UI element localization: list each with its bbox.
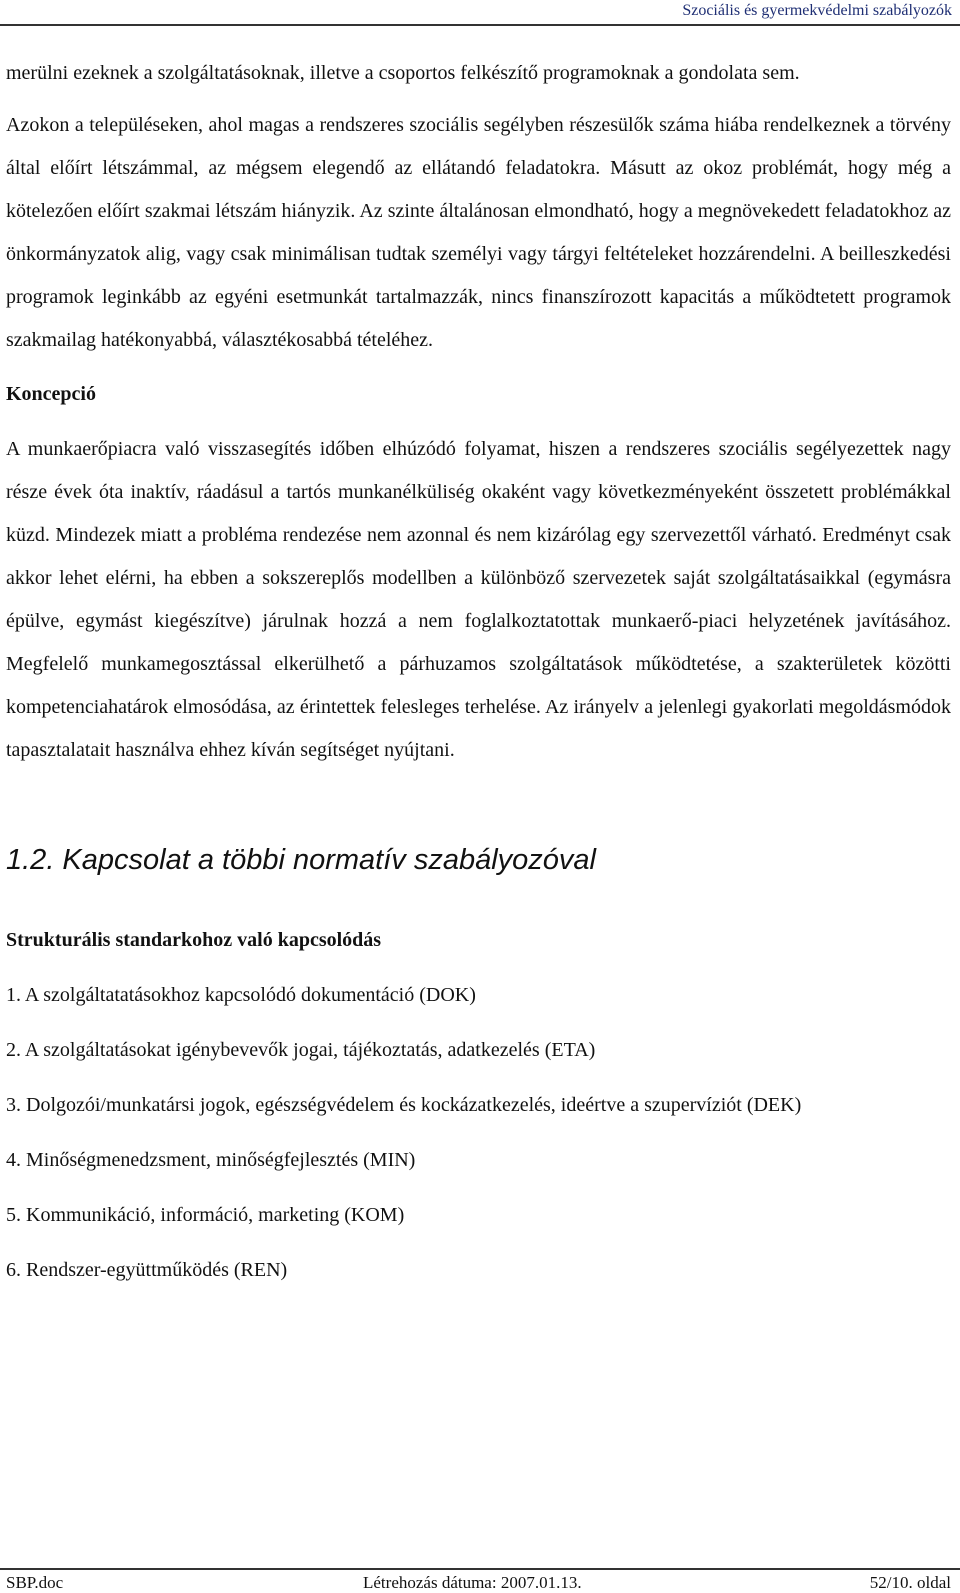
list-item: 2. A szolgáltatásokat igénybevevők jogai, tájékoztatás, adatkezelés (ETA) [6,1039,596,1061]
paragraph-intro: merülni ezeknek a szolgáltatásoknak, illetve a csoportos felkészítő programoknak a gondolata sem. [6,62,800,84]
list-item: 5. Kommunikáció, információ, marketing (KOM) [6,1204,405,1226]
page-footer [6,1572,951,1593]
list-item: 3. Dolgozói/munkatársi jogok, egészségvédelem és kockázatkezelés, ideértve a szupervíziót (DEK) [6,1094,802,1116]
paragraph-staffing-part2: Az szinte általánosan elmondható, hogy a megnövekedett feladatokhoz az önkormányzatok alig, vagy csak minimálisan tudtak személyi vagy tárgyi feltételeket hozzárendelni. [6,200,951,265]
paragraph-staffing [6,104,951,362]
footer-page-number: 52/10. oldal [869,1573,951,1592]
header-divider [0,24,960,26]
list-item: 6. Rendszer-együttműködés (REN) [6,1259,288,1281]
section-subheading: Strukturális standarkohoz való kapcsolódás [6,929,382,951]
paragraph-staffing-part3: A beilleszkedési programok leginkább az egyéni esetmunkát tartalmazzák, nincs finanszírozott kapacitás a működtetett programok szakmailag hatékonyabbá, választékosabbá tételéhez. [6,243,951,351]
footer-divider [0,1568,960,1570]
footer-created-date: Létrehozás dátuma: 2007.01.13. [363,1573,582,1592]
list-item: 1. A szolgáltatatásokhoz kapcsolódó dokumentáció (DOK) [6,984,476,1006]
standards-list [6,974,951,1292]
document-body [6,52,951,1304]
paragraph-staffing-part1: Azokon a településeken, ahol magas a rendszeres szociális segélyben részesülők száma hiába rendelkeznek a törvény által előírt létszámmal, az mégsem elegendő az ellátandó feladatokra. Másutt az okoz problémát, hogy még a kötelezően előírt szakmai létszám hiányzik. [6,114,951,222]
list-item: 4. Minőségmenedzsment, minőségfejlesztés (MIN) [6,1149,416,1171]
footer-filename: SBP.doc [6,1573,64,1592]
section-title: 1.2. Kapcsolat a többi normatív szabályozóval [6,844,596,876]
koncepcio-heading: Koncepció [6,383,96,405]
koncepcio-paragraph: A munkaerőpiacra való visszasegítés időben elhúzódó folyamat, hiszen a rendszeres szociális segélyezettek nagy része évek óta inaktív, ráadásul a tartós munkanélküliség okaként vagy következményeként összetett problémákkal küzd. Mindezek miatt a probléma rendezése nem azonnal és nem kizárólag egy szervezettől várható. Eredményt csak akkor lehet elérni, ha ebben a sokszereplős modellben a különböző szervezetek saját szolgáltatásaikkal (egymásra épülve, egymást kiegészítve) járulnak hozzá a nem foglalkoztatottak munkaerő-piaci helyzetének javításához. Megfelelő munkamegosztással elkerülhető a párhuzamos szolgáltatások működtetése, a szakterületek közötti kompetenciahatárok elmosódása, az érintettek felesleges terhelése. Az irányelv a jelenlegi gyakorlati megoldásmódok tapasztalatait használva ehhez kíván segítséget nyújtani. [6,438,951,761]
page-header-title: Szociális és gyermekvédelmi szabályozók [682,2,952,19]
